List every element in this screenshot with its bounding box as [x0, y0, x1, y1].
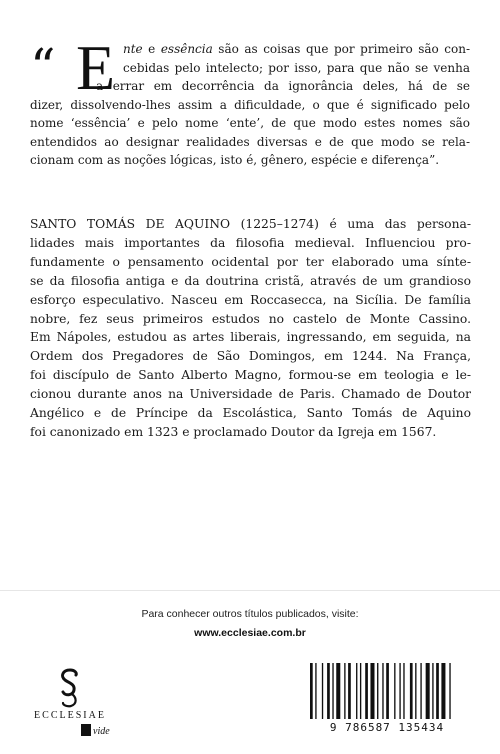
- bio-line: lidades mais importantes da filosofia medieval. Influenciou pro-: [30, 235, 471, 250]
- bio-line: Em Nápoles, estudou as artes liberais, ingressando, em seguida, na: [30, 330, 471, 345]
- barcode-bar: [394, 663, 395, 719]
- publisher-url: www.ecclesiae.com.br: [194, 627, 306, 639]
- vide-editorial-mark: [81, 724, 111, 736]
- barcode-bar: [415, 663, 416, 719]
- isbn-digits: 9 786587 135434: [329, 721, 445, 734]
- author-bio: [30, 215, 471, 442]
- barcode-bar: [449, 663, 450, 719]
- bio-line: SANTO TOMÁS DE AQUINO (1225–1274) é uma das persona-: [30, 217, 471, 231]
- barcode-bar: [377, 663, 378, 719]
- quote-line-5: nome ‘essência’ e pelo nome ‘ente’, de que modo estes nomes são: [30, 116, 470, 130]
- barcode-bar: [356, 663, 357, 719]
- quote-block: [30, 32, 471, 170]
- barcode-bar: [332, 663, 333, 719]
- barcode-bar: [327, 663, 330, 719]
- bio-line: foi discípulo de Santo Alberto Magno, formou-se em teologia e le-: [30, 368, 471, 383]
- bio-line: cionou durante anos na Universidade de Paris. Chamado de Doutor: [30, 387, 471, 402]
- dropcap-letter: E: [76, 32, 116, 103]
- quote-line-7: cionam com as noções lógicas, isto é, gênero, espécie e diferença”.: [30, 153, 440, 167]
- barcode-bar: [315, 663, 316, 719]
- barcode-bar: [410, 663, 413, 719]
- barcode-bar: [370, 663, 374, 719]
- barcode-bar: [382, 663, 383, 719]
- quote-line-6: entendidos ao designar realidades diversas e de que modo se rela-: [30, 134, 470, 149]
- barcode-bar: [441, 663, 445, 719]
- barcode-bars: [302, 663, 472, 721]
- barcode-bar: [432, 663, 433, 719]
- quote-italic-essencia: essência: [160, 42, 213, 56]
- quote-line-4: dizer, dissolvendo-lhes assim a dificuldade, o que é significado pelo: [30, 97, 470, 112]
- barcode-bar: [399, 663, 400, 719]
- svg-text:vide: vide: [93, 726, 110, 736]
- barcode-bar: [426, 663, 430, 719]
- bio-line: Ordem dos Pregadores de São Domingos, em 1244. Na França,: [30, 349, 471, 364]
- publisher-name: ECCLESIAE: [34, 710, 106, 721]
- bio-line: nobre, fez seus primeiros estudos no castelo de Monte Cassino.: [30, 311, 471, 326]
- barcode-bar: [403, 663, 404, 719]
- barcode-bar: [344, 663, 345, 719]
- bio-line: fundamente o pensamento ocidental por ter elaborado uma sínte-: [30, 254, 471, 269]
- quote-line-2: cebidas pelo intelecto; por isso, para que não se venha: [123, 60, 470, 75]
- bio-line: Angélico e de Príncipe da Escolástica, Santo Tomás de Aquino: [30, 406, 471, 421]
- quote-italic-ente: nte: [123, 42, 143, 56]
- publisher-logo: [25, 666, 115, 746]
- barcode-bar: [360, 663, 361, 719]
- isbn-barcode: [302, 663, 472, 738]
- barcode-bar: [322, 663, 323, 719]
- bio-line: esforço especulativo. Nasceu em Roccasecca, na Sicília. De família: [30, 292, 471, 307]
- bio-line: se da filosofia antiga e da doutrina cristã, através de um grandioso: [30, 273, 471, 288]
- footer: [0, 590, 500, 754]
- bio-line: foi canonizado em 1323 e proclamado Doutor da Igreja em 1567.: [30, 424, 437, 439]
- visit-text: Para conhecer outros títulos publicados, visite:: [141, 608, 359, 620]
- opening-quote-marks: “: [30, 38, 52, 96]
- barcode-bar: [310, 663, 313, 719]
- barcode-bar: [348, 663, 351, 719]
- ecclesiae-emblem-icon: [25, 666, 115, 710]
- barcode-bar: [336, 663, 340, 719]
- barcode-bar: [365, 663, 368, 719]
- barcode-bar: [420, 663, 421, 719]
- quote-line-1: nte e essência são as coisas que por primeiro são con-: [123, 42, 471, 56]
- barcode-bar: [386, 663, 389, 719]
- quote-line-3: a errar em decorrência da ignorância deles, há de se: [96, 79, 470, 93]
- barcode-bar: [436, 663, 439, 719]
